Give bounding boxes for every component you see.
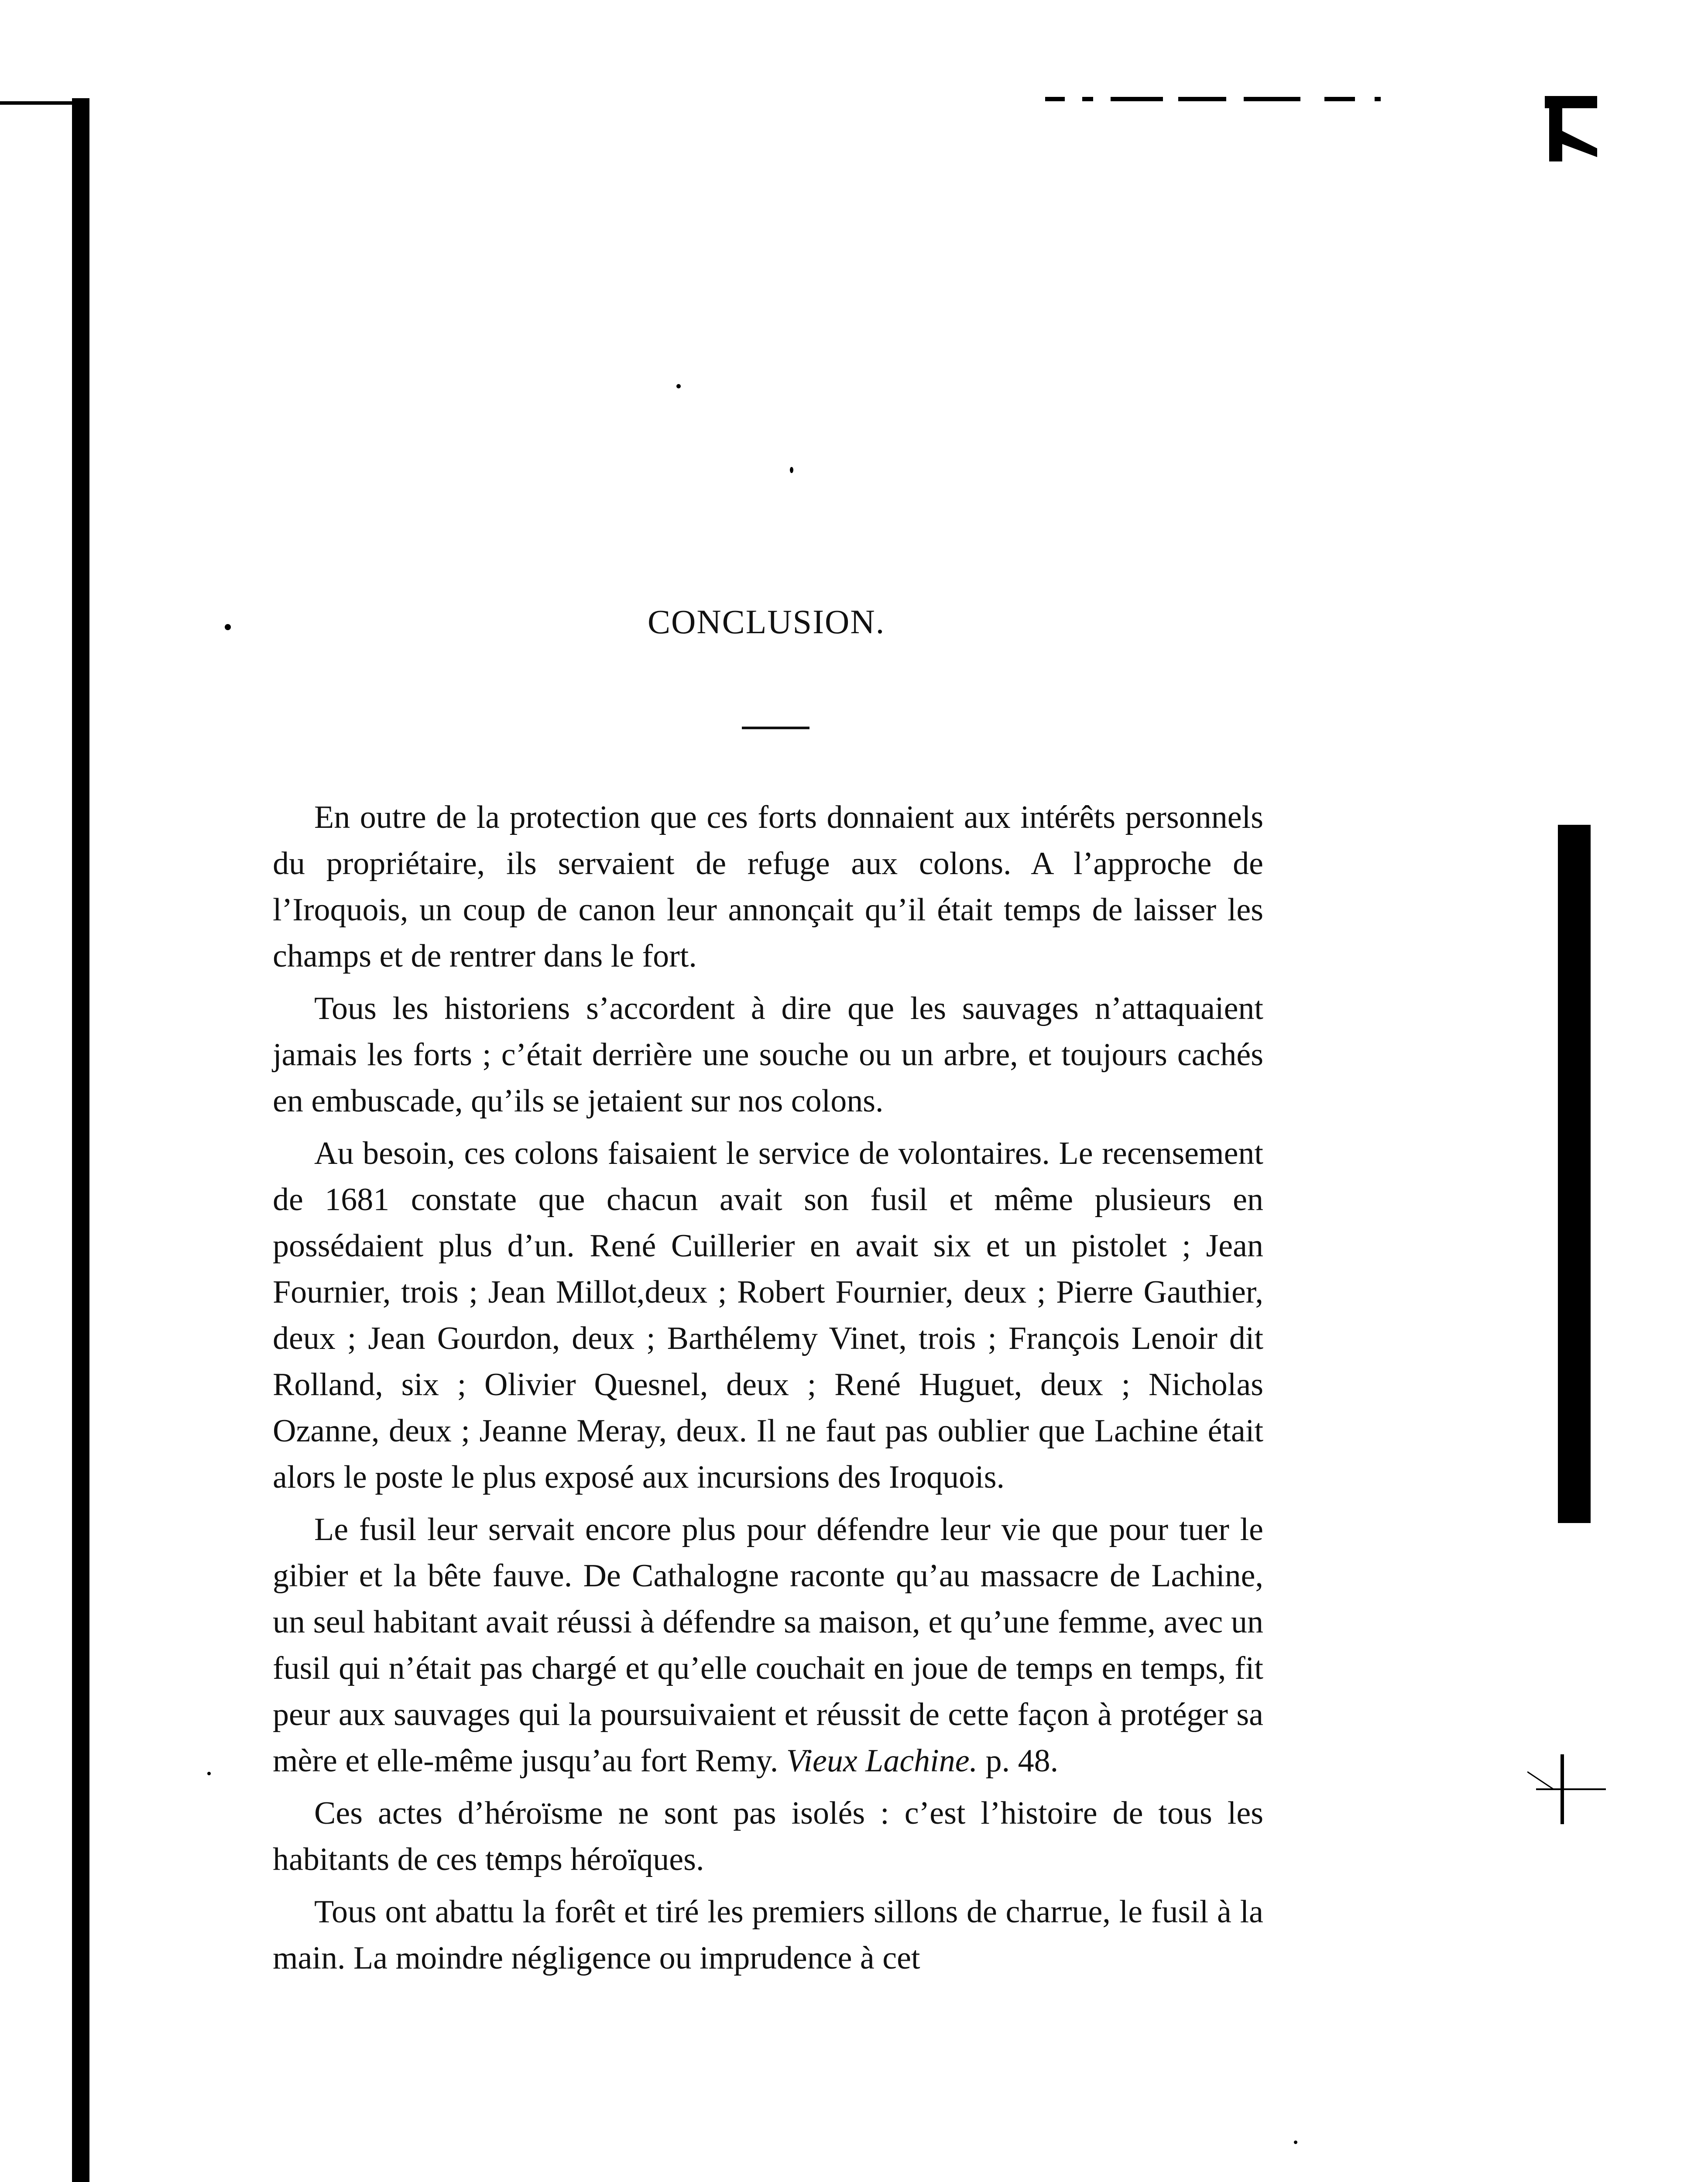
scan-speck [676,384,681,388]
scan-top-dash [1375,97,1381,101]
paragraph-text: Le fusil leur servait encore plus pour défendre leur vie que pour tuer le gibier et la bête fauve. De Cathalogne raconte qu’au massacre de Lachine, un seul habitant avait réussi à défendre sa maison, et qu’une femme, avec un fusil qui n’était pas chargé et qu’elle couchait en joue de temps en temps, fit peur aux sauvages qui la poursuivaient et réussit de cette façon à protéger sa mère et elle-même jusqu’au fort Remy. [273,1512,1263,1779]
paragraph: En outre de la protection que ces forts donnaient aux intérêts personnels du propriétaire, ils servaient de refuge aux colons. A l’approche de l’Iroquois, un coup de canon leur annonçait qu’il était temps de laisser les champs et de rentrer dans le fort. [273,799,1263,974]
paragraph: Tous ont abattu la forêt et tiré les premiers sillons de charrue, le fusil à la main. La moindre négligence ou imprudence à cet [273,1894,1263,1976]
scan-speck [790,467,793,473]
scan-speck [225,624,231,630]
paragraph [273,1506,1263,1784]
scan-top-dash [1178,97,1226,101]
title-rule [742,727,809,729]
scan-right-shadow-bar [1558,825,1591,1523]
scan-top-dash [1082,97,1093,101]
scan-top-dash [1111,97,1163,101]
body-text [273,794,1263,1987]
scan-speck [1294,2141,1297,2144]
paragraph: Au besoin, ces colons faisaient le service de volontaires. Le recensement de 1681 constate que chacun avait son fusil et même plusieurs en possédaient plus d’un. René Cuillerier en avait six et un pistolet ; Jean Fournier, trois ; Jean Millot,deux ; Robert Fournier, deux ; Pierre Gauthier, deux ; Jean Gourdon, deux ; Barthélemy Vinet, trois ; François Lenoir dit Rolland, six ; Olivier Quesnel, deux ; René Huguet, deux ; Nicholas Ozanne, deux ; Jeanne Meray, deux. Il ne faut pas oublier que Lachine était alors le poste le plus exposé aux incursions des Iroquois. [273,1136,1263,1495]
scan-binding-shadow [72,98,89,2182]
citation: Vieux Lachine. [786,1743,978,1779]
scan-top-dash [1324,97,1355,101]
scan-corner-mark [1545,96,1597,166]
paragraph: Ces actes d’héroïsme ne sont pas isolés : c’est l’histoire de tous les habitants de ces temps héroïques. [273,1795,1263,1877]
paragraph: Tous les historiens s’accordent à dire que les sauvages n’attaquaient jamais les forts ; c’était derrière une souche ou un arbre, et toujours cachés en embuscade, qu’ils se jetaient sur nos colons. [273,991,1263,1119]
scan-speck [207,1772,211,1775]
scan-crosshair-mark [1527,1754,1606,1824]
scan-top-dash [1045,97,1065,101]
scan-top-dash [1244,97,1300,101]
page-reference: p. 48. [985,1743,1059,1779]
page-title: CONCLUSION. [648,603,885,641]
